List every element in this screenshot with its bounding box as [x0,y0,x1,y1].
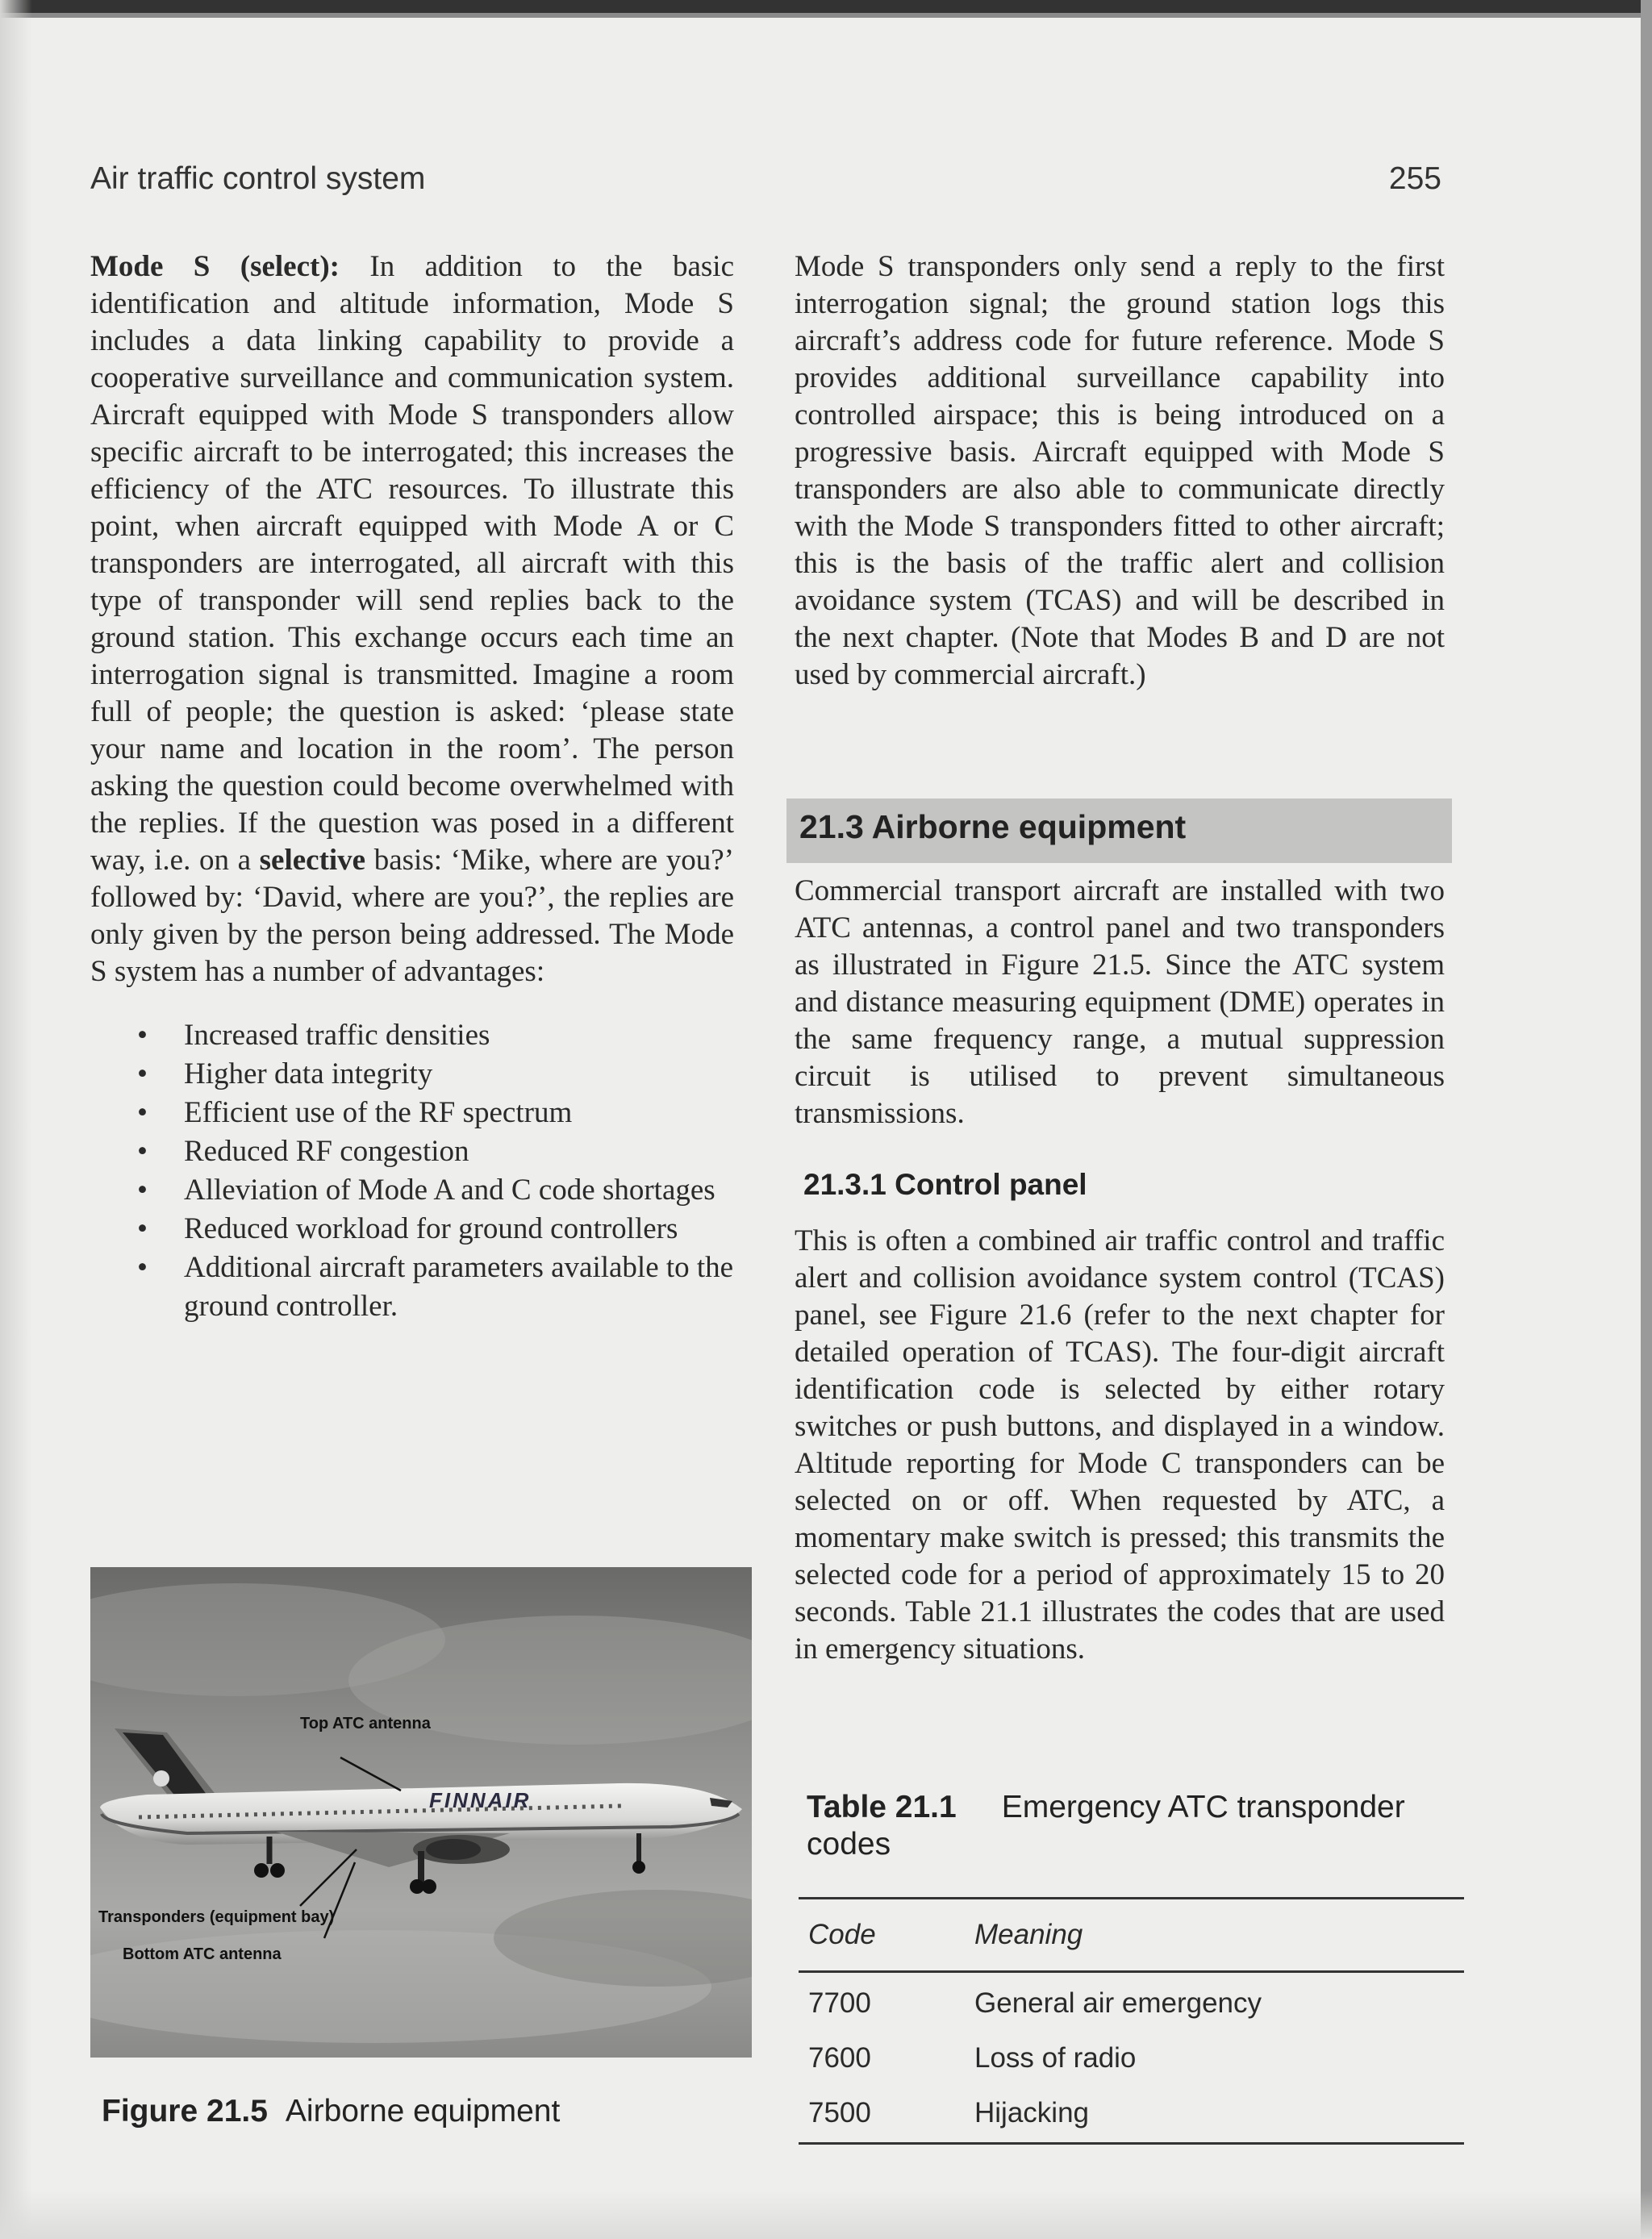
list-item: • Efficient use of the RF spectrum [90,1094,734,1132]
code-cell: 7500 [808,2097,871,2129]
table-label: Table 21.1 [807,1790,957,1824]
subsection-heading: 21.3.1 Control panel [803,1168,1087,1201]
table-row [799,1978,1464,2033]
list-item: • Reduced workload for ground controllers [90,1210,734,1249]
bullet-icon: • [137,1212,148,1245]
table-rule-bottom [799,2142,1464,2145]
binding-shadow [0,0,32,2239]
page-top-edge-shadow [0,13,1652,18]
selective-emphasis: selective [259,844,366,877]
mode-s-paragraph [90,248,734,990]
bullet-icon: • [137,1174,148,1207]
bullet-icon: • [137,1251,148,1284]
list-item: • Alleviation of Mode A and C code shortages [90,1171,734,1210]
page-right-edge [1641,0,1652,2239]
table-caption [807,1789,1452,1863]
running-header [90,161,1441,197]
meaning-cell: Hijacking [974,2097,1089,2129]
mode-s-continued-paragraph: Mode S transponders only send a reply to the first interrogation signal; the ground station logs this aircraft’s address code for future reference. Mode S provides additional surveillance capability into controlled airspace; this is being introduced on a progressive basis. Aircraft equipped with Mode S transponders are also able to communicate directly with the Mode S transponders fitted to other aircraft; this is the basis of the traffic alert and collision avoidance system (TCAS) and will be described in the next chapter. (Note that Modes B and D are not used by commercial aircraft.) [795,250,1445,691]
left-column [90,248,734,1326]
livery-text: FINNAIR [429,1788,532,1812]
airborne-paragraph: Commercial transport aircraft are installed with two ATC antennas, a control panel and two transponders as illustrated in Figure 21.5. Since the ATC system and distance measuring equipment (DME) operates in the same frequency range, a mutual suppression circuit is utilised to prevent simultaneous transmissions. [795,874,1445,1130]
aircraft-photo [90,1567,752,2058]
airborne-paragraph-block [795,873,1445,1132]
mode-s-text-part1: In addition to the basic identification and altitude information, Mode S includes a data linking capability to provide a cooperative surveillance and communication system. Aircraft equipped with Mode S transponders allow specific aircraft to be interrogated; this increases the efficiency of the ATC resources. To illustrate this point, when aircraft equipped with Mode A or C transponders are interrogated, all aircraft with this type of transponder will send replies back to the ground station. This exchange occurs each time an interrogation signal is transmitted. Imagine a room full of people; the question is asked: ‘please state your name and location in the room’. The person asking the question could become overwhelmed with the replies. If the question was posed in a different way, i.e. on a [90,250,734,877]
mode-s-text-part2: basis: ‘Mike, where are you?’ followed by: ‘David, where are you?’, the replies are only given by the person being addressed. The Mode S system has a number of advantages: [90,844,734,988]
list-item: • Increased traffic densities [90,1016,734,1055]
mode-s-lead: Mode S (select): [90,250,340,283]
running-title: Air traffic control system [90,161,426,196]
control-panel-paragraph: This is often a combined air traffic control and traffic alert and collision avoidance system control (TCAS) panel, see Figure 21.6 (refer to the next chapter for detailed operation of TCAS). The four-digit aircraft identification code is selected by either rotary switches or push buttons, and displayed in a window. Altitude reporting for Mode C transponders can be selected on or off. When requested by ATC, a momentary make switch is pressed; this transmits the selected code for a period of approximately 15 to 20 seconds. Table 21.1 illustrates the codes that are used in emergency situations. [795,1224,1445,1666]
page-top-edge [0,0,1652,13]
header-code: Code [808,1919,876,1950]
page-bottom-shadow [0,2191,1652,2239]
top-antenna-label: Top ATC antenna [300,1715,431,1732]
advantages-list [90,1016,734,1326]
figure-title: Airborne equipment [285,2094,561,2129]
bullet-icon: • [137,1135,148,1168]
meaning-cell: Loss of radio [974,2042,1137,2074]
bullet-icon: • [137,1096,148,1129]
header-meaning: Meaning [974,1919,1083,1950]
figure-label: Figure 21.5 [102,2094,268,2129]
figure-caption [102,2094,560,2129]
table-rule-mid [799,1970,1464,1973]
transponders-label: Transponders (equipment bay) [98,1908,335,1926]
table-row [799,2033,1464,2087]
code-cell: 7600 [808,2042,871,2074]
bottom-antenna-label: Bottom ATC antenna [123,1945,282,1963]
meaning-cell: General air emergency [974,1987,1262,2019]
bullet-icon: • [137,1057,148,1090]
list-item: • Additional aircraft parameters available to the ground controller. [90,1249,734,1326]
bullet-icon: • [137,1019,148,1052]
control-panel-paragraph-block [795,1223,1445,1668]
table-row [799,2087,1464,2142]
right-column [795,248,1445,694]
table-title: Emergency ATC transponder codes [807,1790,1405,1862]
list-item: • Reduced RF congestion [90,1132,734,1171]
section-heading: 21.3 Airborne equipment [786,798,1452,863]
page-number: 255 [1388,161,1441,196]
code-cell: 7700 [808,1987,871,2019]
list-item: • Higher data integrity [90,1055,734,1094]
emergency-codes-table [799,1897,1464,2145]
table-header-row [799,1899,1464,1970]
